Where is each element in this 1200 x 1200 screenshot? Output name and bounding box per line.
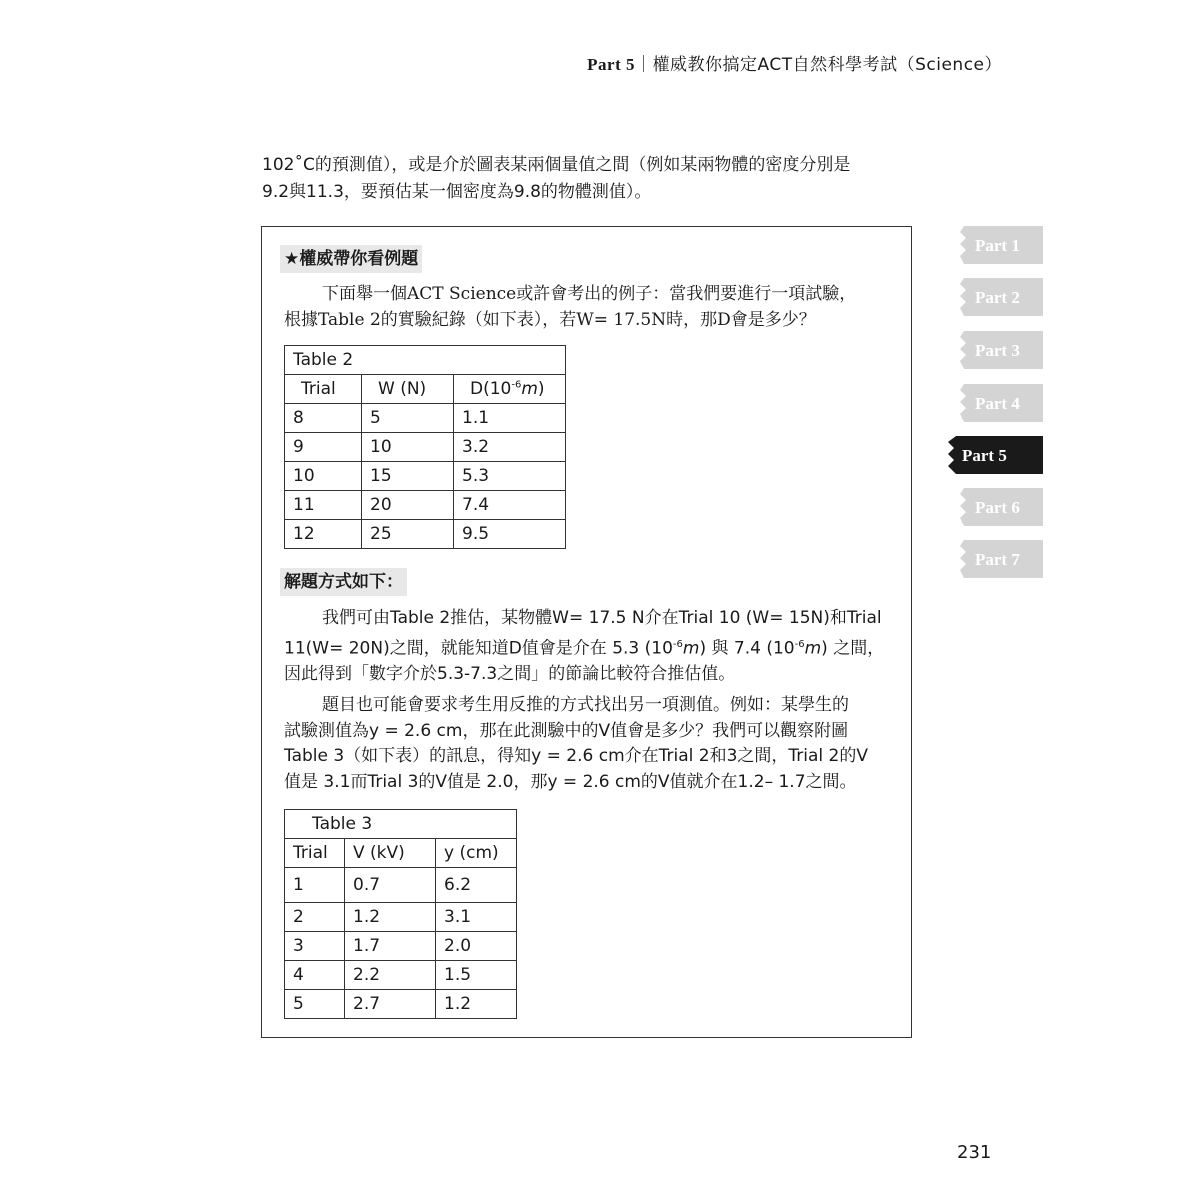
solution-p1-line-2g: ) 之間， [821, 638, 885, 659]
table-row [285, 491, 566, 520]
solution-p2-line-4: 值是 3.1而Trial 3的V值是 2.0，那y = 2.6 cm的V值就介在1.2– 1.7之間。 [284, 771, 857, 792]
table-cell: 1 [285, 868, 345, 903]
table-cell: 3.1 [436, 903, 517, 932]
example-line-2: 根據Table 2的實驗紀錄（如下表），若W= 17.5N時，那D會是多少？ [284, 309, 816, 330]
table-row [285, 404, 566, 433]
table-cell: 5 [362, 404, 454, 433]
table-cell: 2 [285, 903, 345, 932]
tab-part-2[interactable] [948, 278, 1043, 318]
tab-label: Part 3 [975, 341, 1020, 360]
example-box [261, 226, 912, 1038]
table-cell: 1.5 [436, 961, 517, 990]
table-cell: 2.7 [345, 990, 436, 1019]
tab-label: Part 6 [975, 498, 1020, 517]
solution-p2-line-3: Table 3（如下表）的訊息，得知y = 2.6 cm介在Trial 2和3之間，Trial 2的V [284, 746, 869, 766]
solution-p1-line-2d: ) 與 7.4 (10 [699, 638, 795, 659]
table-cell: 7.4 [454, 491, 566, 520]
solution-p1-exp-1: -6 [672, 638, 683, 650]
tab-part-3[interactable] [948, 331, 1043, 371]
table-2-header-d-base: D(10 [470, 379, 512, 399]
tab-part-5[interactable] [948, 436, 1043, 476]
table-cell: 4 [285, 961, 345, 990]
tab-part-4[interactable] [948, 384, 1043, 424]
table-cell: 11 [285, 491, 362, 520]
table-3-header-y: y (cm) [436, 839, 517, 868]
table-row [285, 932, 517, 961]
solution-p1-line-3: 因此得到「數字介於5.3-7.3之間」的節論比較符合推估值。 [284, 663, 736, 684]
header-separator: ｜ [635, 55, 653, 75]
tab-part-7[interactable] [948, 540, 1043, 580]
header-title: 權威教你搞定ACT自然科學考試（Science） [652, 55, 1002, 75]
solution-paragraph-2 [284, 693, 894, 795]
intro-paragraph [262, 152, 922, 206]
table-row [285, 903, 517, 932]
table-row [285, 462, 566, 491]
running-header [587, 50, 1002, 75]
example-line-1: 下面舉一個ACT Science或許會考出的例子：當我們要進行一項試驗， [322, 284, 857, 304]
table-2-caption: Table 2 [285, 346, 566, 375]
solution-p1-exp-2: -6 [794, 638, 805, 650]
solution-p1-line-1: 我們可由Table 2推估，某物體W= 17.5 N介在Trial 10 (W= 15N)和Trial [322, 608, 882, 628]
table-row [285, 520, 566, 549]
table-cell: 20 [362, 491, 454, 520]
table-3-header-v: V (kV) [345, 839, 436, 868]
table-cell: 3 [285, 932, 345, 961]
table-cell: 0.7 [345, 868, 436, 903]
table-3-header-trial: Trial [285, 839, 345, 868]
table-cell: 25 [362, 520, 454, 549]
table-cell: 5 [285, 990, 345, 1019]
table-cell: 3.2 [454, 433, 566, 462]
table-2-header-trial: Trial [285, 375, 362, 404]
solution-p2-line-1: 題目也可能會要求考生用反推的方式找出另一項測值。例如：某學生的 [322, 695, 849, 715]
table-cell: 6.2 [436, 868, 517, 903]
solution-p1-unit-2: m [804, 638, 822, 659]
solution-p1-unit-1: m [682, 638, 700, 659]
solution-p2-line-2: 試驗測值為y = 2.6 cm，那在此測驗中的V值會是多少？我們可以觀察附圖 [284, 720, 849, 741]
example-heading: ★權威帶你看例題 [280, 245, 422, 273]
table-cell: 9 [285, 433, 362, 462]
table-2-header-w: W (N) [362, 375, 454, 404]
solution-paragraph-1 [284, 606, 894, 687]
solution-p1-line-2 [284, 632, 894, 662]
table-row [285, 990, 517, 1019]
table-2-header-d-exp: -6 [511, 379, 522, 391]
table-2-header-d-unit: m [521, 379, 538, 399]
tab-label: Part 1 [975, 236, 1020, 255]
table-cell: 10 [285, 462, 362, 491]
tab-part-6[interactable] [948, 488, 1043, 528]
example-paragraph [284, 282, 894, 333]
solution-p1-line-2a: 11(W= 20N)之間，就能知道D值會是介在 5.3 (10 [284, 638, 673, 659]
tab-label: Part 5 [962, 446, 1007, 465]
table-2-header-d [454, 375, 566, 404]
table-cell: 1.7 [345, 932, 436, 961]
table-cell: 1.1 [454, 404, 566, 433]
tab-part-1[interactable] [948, 226, 1043, 266]
table-row [285, 433, 566, 462]
table-3-caption: Table 3 [285, 810, 517, 839]
table-2 [284, 345, 566, 549]
intro-line-2: 9.2與11.3，要預估某一個密度為9.8的物體測值）。 [262, 182, 652, 202]
table-cell: 2.2 [345, 961, 436, 990]
page-number: 231 [957, 1142, 992, 1163]
table-cell: 1.2 [436, 990, 517, 1019]
table-cell: 15 [362, 462, 454, 491]
tab-label: Part 7 [975, 550, 1020, 569]
tab-label: Part 4 [975, 394, 1020, 413]
table-cell: 8 [285, 404, 362, 433]
table-3 [284, 809, 517, 1019]
table-row [285, 961, 517, 990]
table-cell: 9.5 [454, 520, 566, 549]
table-row [285, 868, 517, 903]
table-cell: 12 [285, 520, 362, 549]
intro-line-1: 102˚C的預測值），或是介於圖表某兩個量值之間（例如某兩物體的密度分別是 [262, 155, 851, 175]
table-cell: 10 [362, 433, 454, 462]
header-part-label: Part 5 [587, 55, 636, 74]
table-cell: 5.3 [454, 462, 566, 491]
tab-label: Part 2 [975, 288, 1020, 307]
solution-heading: 解題方式如下： [280, 568, 407, 596]
table-2-header-d-close: ) [537, 379, 545, 399]
table-cell: 2.0 [436, 932, 517, 961]
table-cell: 1.2 [345, 903, 436, 932]
